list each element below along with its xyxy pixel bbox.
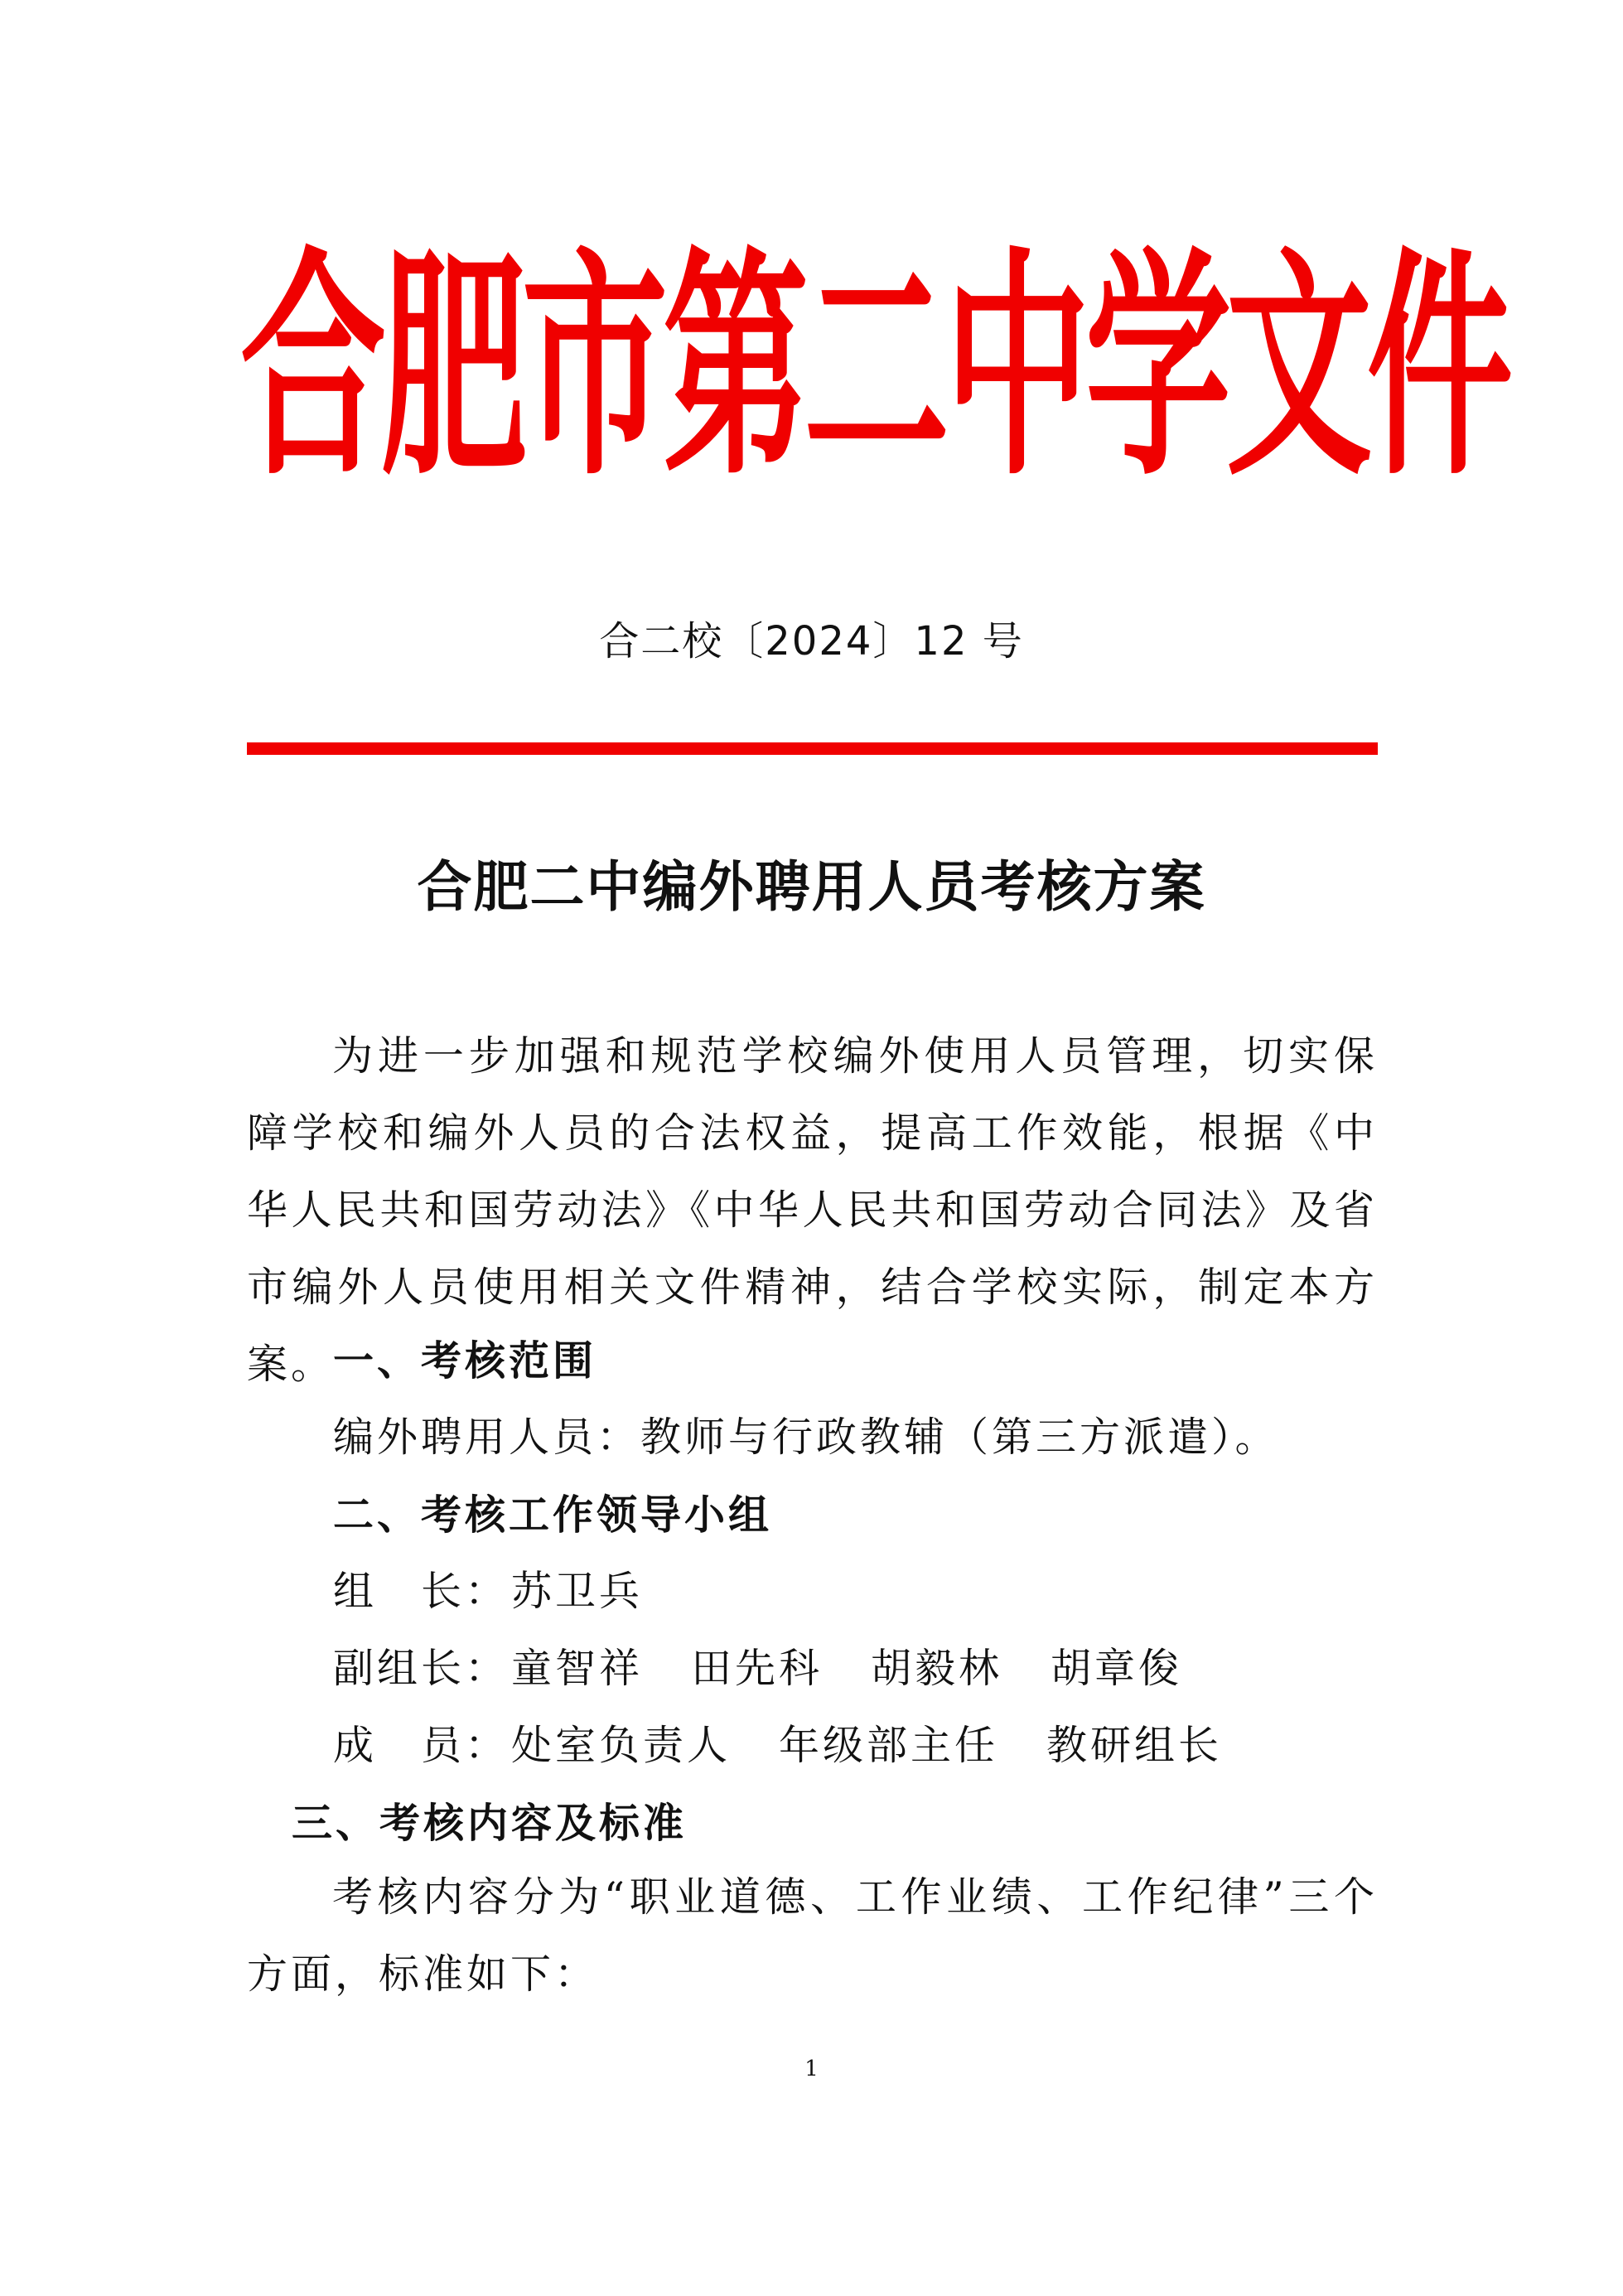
members-row: [333, 1721, 1270, 1771]
deputy-name: 童智祥: [511, 1645, 644, 1692]
section-text-scope: 编外聘用人员：教师与行政教辅（第三方派遣）。: [333, 1414, 1279, 1461]
leader-name: 苏卫兵: [511, 1568, 644, 1615]
red-divider-rule: [247, 742, 1378, 755]
document-number: 合二校〔2024〕12 号: [599, 618, 1024, 665]
intro-paragraph: 为进一步加强和规范学校编外使用人员管理，切实保障学校和编外人员的合法权益，提高工作效能，根据《中华人民共和国劳动法》《中华人民共和国劳动合同法》及省市编外人员使用相关文件精神，结合学校实际，制定本方案。: [247, 1032, 1378, 1388]
deputy-name: 田先科: [691, 1645, 824, 1692]
section-heading-scope: 一、考核范围: [333, 1337, 597, 1385]
masthead-title: 合肥市第二中学文件: [240, 228, 1509, 509]
deputy-name: 胡毅林: [871, 1645, 1003, 1692]
document-title: 合肥二中编外聘用人员考核方案: [417, 854, 1206, 919]
members-label: 成 员：: [333, 1722, 510, 1769]
member-name: 教研组长: [1046, 1722, 1223, 1769]
member-name: 处室负责人: [511, 1722, 732, 1769]
section-text-content: 考核内容分为“职业道德、工作业绩、工作纪律”三个方面，标准如下：: [247, 1873, 1378, 1998]
section-heading-content: 三、考核内容及标准: [292, 1799, 688, 1847]
deputy-row: [333, 1644, 1230, 1694]
leader-label: 组 长：: [333, 1568, 510, 1615]
deputy-name: 胡章俊: [1051, 1645, 1183, 1692]
member-name: 年级部主任: [779, 1722, 999, 1769]
section-heading-leadership: 二、考核工作领导小组: [333, 1491, 773, 1539]
deputy-label: 副组长：: [333, 1645, 510, 1692]
leader-row: [333, 1567, 691, 1617]
page-number: 1: [804, 2057, 819, 2081]
